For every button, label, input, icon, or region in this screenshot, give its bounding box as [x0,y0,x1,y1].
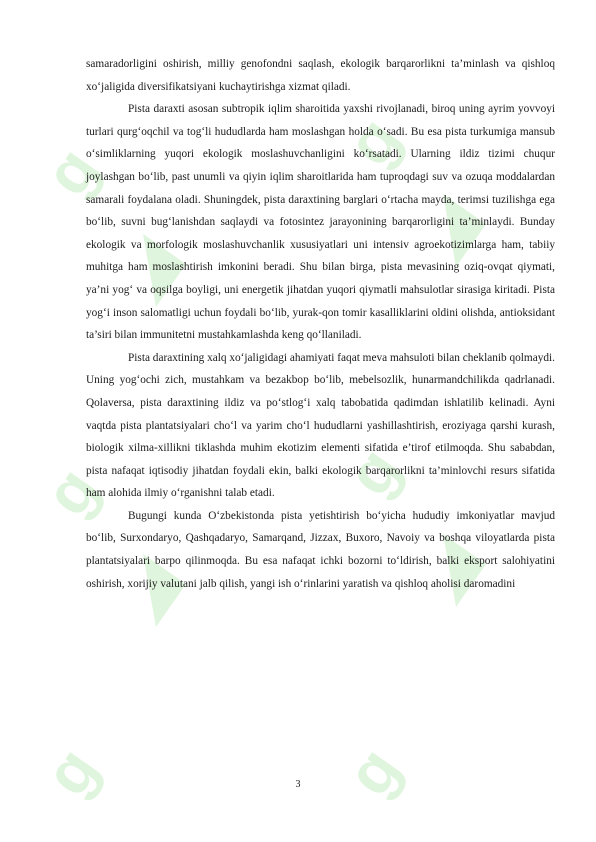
paragraph-pista-ecology: Pista daraxti asosan subtropik iqlim sharoitida yaxshi rivojlanadi, biroq uning ayrim yovvoyi turlari qurg‘oqchil va tog‘li hududlarda ham moslashgan holda o‘sadi. Bu esa pista turkumiga mansub o‘simliklarning yuqori ekologik moslashuvchanligini ko‘rsatadi. Ularning ildiz tizimi chuqur joylashgan bo‘lib, past unumli va qiyin iqlim sharoitlarida ham tuproqdagi suv va ozuqa moddalardan samarali foydalana oladi. Shuningdek, pista daraxtining barglari o‘rtacha mayda, terimsi tuzilishga ega bo‘lib, suvni bug‘lanishdan saqlaydi va fotosintez jarayonining barqarorligini ta’minlaydi. Bunday ekologik va morfologik moslashuvchanlik xususiyatlari uni intensiv agroekotizimlarga ham, tabiiy muhitga ham moslashtirish imkonini beradi. Shu bilan birga, pista mevasining oziq-ovqat qiymati, ya’ni yog‘ va oqsilga boyligi, uni energetik jihatdan yuqori qiymatli mahsulotlar sirasiga kiritadi. Pista yog‘i inson salomatligi uchun foydali bo‘lib, yurak-qon tomir kasalliklarini oldini olishda, antioksidant ta’siri bilan immunitetni mustahkamlashda keng qo‘llaniladi. [86,103,555,342]
svg-text:◢: ◢ [402,526,490,609]
paragraph-pista-economy: Pista daraxtining xalq xo‘jaligidagi ahamiyati faqat meva mahsuloti bilan cheklanib qolmaydi. Uning yog‘ochi zich, mustahkam va bezakbop bo‘lib, mebelsozlik, hunarmandchilikda qadrlanadi. Qolaversa, pista daraxtining ildiz va po‘stlog‘i xalq tabobatida qadimdan ishlatilib kelinadi. Ayni vaqtda pista plantatsiyalari cho‘l va yarim cho‘l hududlarni yashillashtirish, eroziyaga qarshi kurash, biologik xilma-xillikni tiklashda muhim ekotizim elementi sifatida e’tirof etilmoqda. Shu sababdan, pista nafaqat iqtisodiy jihatdan foydali ekin, balki ekologik barqarorlikni ta’minlovchi resurs sifatida ham alohida ilmiy o‘rganishni talab etadi. [86,351,555,500]
svg-text:◢: ◢ [402,186,490,269]
paragraph-continuation: samaradorligini oshirish, milliy genofondni saqlash, ekologik barqarorlikni ta’minlash va qishloq xo‘jaligida diversifikatsiyani kuchaytirishga xizmat qiladi. [86,58,555,93]
svg-text:ɡ: ɡ [30,454,112,529]
svg-text:ɡ: ɡ [30,134,112,209]
body-text [86,53,555,595]
paragraph-uzbekistan-regions: Bugungi kunda O‘zbekistonda pista yetishtirish bo‘yicha hududiy imkoniyatlar mavjud bo‘lib, Surxondaryo, Qashqadaryo, Samarqand, Jizzax, Buxoro, Navoiy va boshqa viloyatlarda pista plantatsiyalari barpo qilinmoqda. Bu esa nafaqat ichki bozorni to‘ldirish, balki eksport salohiyatini oshirish, xorijiy valutani jalb qilish, yangi ish o‘rinlarini yaratish va qishloq aholisi daromadini [86,509,555,590]
svg-text:ɡ: ɡ [30,734,112,809]
svg-text:ɡ: ɡ [332,434,414,509]
svg-text:◢: ◢ [102,546,190,629]
page-number: 3 [295,779,301,790]
svg-text:ɡ: ɡ [332,104,414,179]
svg-text:◢: ◢ [102,226,190,309]
svg-text:ɡ: ɡ [332,734,414,809]
